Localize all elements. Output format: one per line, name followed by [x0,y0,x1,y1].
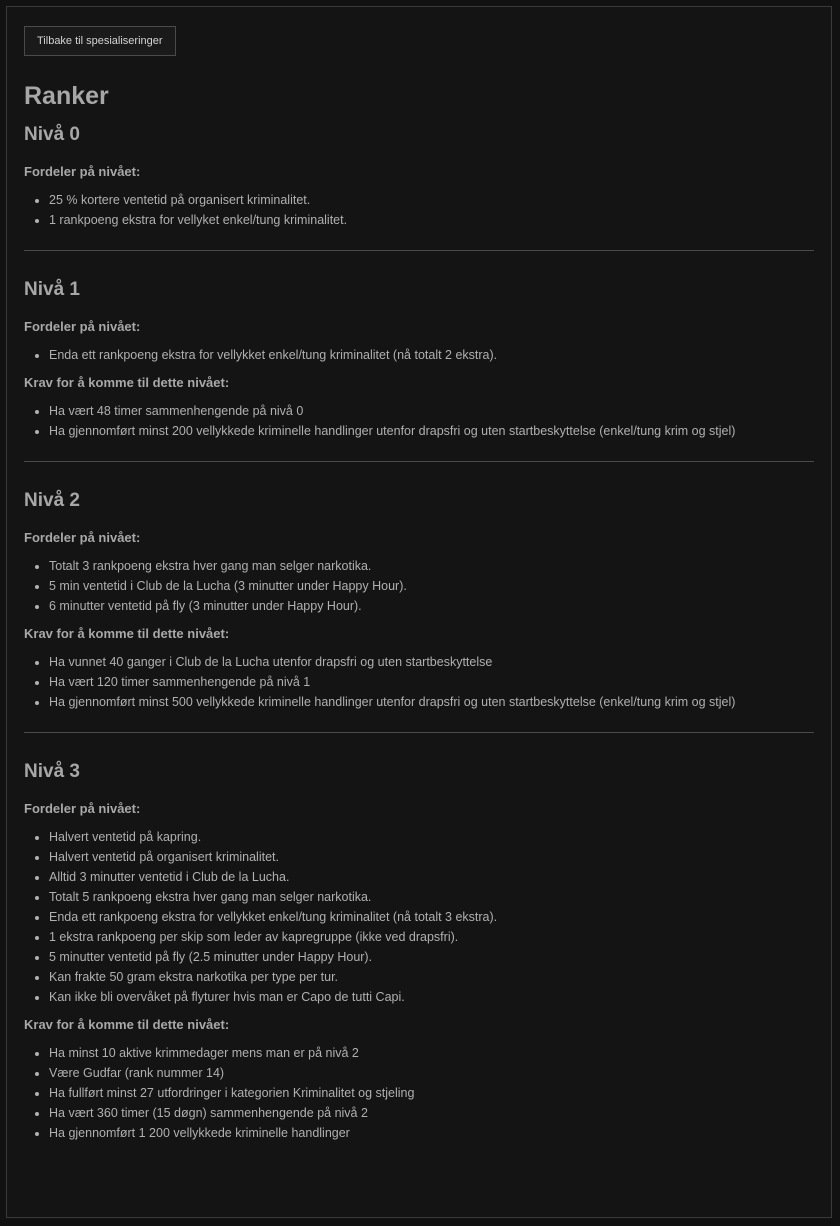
section-divider [24,461,814,462]
list-item: • Ha vært 360 timer (15 døgn) sammenhengende på nivå 2 [49,1103,814,1123]
level-3-benefits-list [24,827,814,1007]
list-item: • Være Gudfar (rank nummer 14) [49,1063,814,1083]
level-1-requirements-heading: Krav for å komme til dette nivået: [24,375,230,390]
list-item: • Kan frakte 50 gram ekstra narkotika per type per tur. [49,967,814,987]
list-item: • Totalt 3 rankpoeng ekstra hver gang man selger narkotika. [49,556,814,576]
list-item: • 25 % kortere ventetid på organisert kriminalitet. [49,190,814,210]
list-item: • Ha vunnet 40 ganger i Club de la Lucha utenfor drapsfri og uten startbeskyttelse [49,652,814,672]
level-3-title: Nivå 3 [24,761,80,782]
list-item: • Ha gjennomført 1 200 vellykkede kriminelle handlinger [49,1123,814,1143]
list-item: • Ha gjennomført minst 500 vellykkede kriminelle handlinger utenfor drapsfri og uten startbeskyttelse (enkel/tung krim og stjel) [49,692,814,712]
level-1-section [24,279,814,441]
level-3-requirements-heading: Krav for å komme til dette nivået: [24,1017,230,1032]
level-1-title: Nivå 1 [24,279,80,300]
back-to-specializations-button[interactable]: Tilbake til spesialiseringer [24,26,176,56]
level-0-section [24,124,814,230]
level-2-benefits-heading: Fordeler på nivået: [24,530,141,545]
level-1-requirements-list [24,401,814,441]
list-item: • Enda ett rankpoeng ekstra for vellykket enkel/tung kriminalitet (nå totalt 2 ekstra). [49,345,814,365]
level-1-benefits-heading: Fordeler på nivået: [24,319,141,334]
list-item: • 1 rankpoeng ekstra for vellyket enkel/tung kriminalitet. [49,210,814,230]
list-item: • Ha gjennomført minst 200 vellykkede kriminelle handlinger utenfor drapsfri og uten startbeskyttelse (enkel/tung krim og stjel) [49,421,814,441]
list-item: • 5 minutter ventetid på fly (2.5 minutter under Happy Hour). [49,947,814,967]
level-2-section [24,490,814,712]
level-3-requirements-list [24,1043,814,1143]
level-2-requirements-list [24,652,814,712]
list-item: • Alltid 3 minutter ventetid i Club de la Lucha. [49,867,814,887]
list-item: • Enda ett rankpoeng ekstra for vellykket enkel/tung kriminalitet (nå totalt 3 ekstra). [49,907,814,927]
list-item: • Ha fullført minst 27 utfordringer i kategorien Kriminalitet og stjeling [49,1083,814,1103]
list-item: • Halvert ventetid på organisert kriminalitet. [49,847,814,867]
ranks-panel [6,6,832,1218]
list-item: • Ha vært 120 timer sammenhengende på nivå 1 [49,672,814,692]
list-item: • Ha vært 48 timer sammenhengende på nivå 0 [49,401,814,421]
list-item: • 1 ekstra rankpoeng per skip som leder av kapregruppe (ikke ved drapsfri). [49,927,814,947]
list-item: • Totalt 5 rankpoeng ekstra hver gang man selger narkotika. [49,887,814,907]
level-2-benefits-list [24,556,814,616]
level-0-benefits-list [24,190,814,230]
list-item: • Halvert ventetid på kapring. [49,827,814,847]
level-1-benefits-list [24,345,814,365]
level-2-title: Nivå 2 [24,490,80,511]
section-divider [24,732,814,733]
list-item: • Ha minst 10 aktive krimmedager mens man er på nivå 2 [49,1043,814,1063]
level-0-title: Nivå 0 [24,124,80,145]
level-0-benefits-heading: Fordeler på nivået: [24,164,141,179]
list-item: • Kan ikke bli overvåket på flyturer hvis man er Capo de tutti Capi. [49,987,814,1007]
section-divider [24,250,814,251]
page-title: Ranker [24,82,109,110]
list-item: • 6 minutter ventetid på fly (3 minutter under Happy Hour). [49,596,814,616]
level-3-section [24,761,814,1143]
list-item: • 5 min ventetid i Club de la Lucha (3 minutter under Happy Hour). [49,576,814,596]
level-3-benefits-heading: Fordeler på nivået: [24,801,141,816]
level-2-requirements-heading: Krav for å komme til dette nivået: [24,626,230,641]
